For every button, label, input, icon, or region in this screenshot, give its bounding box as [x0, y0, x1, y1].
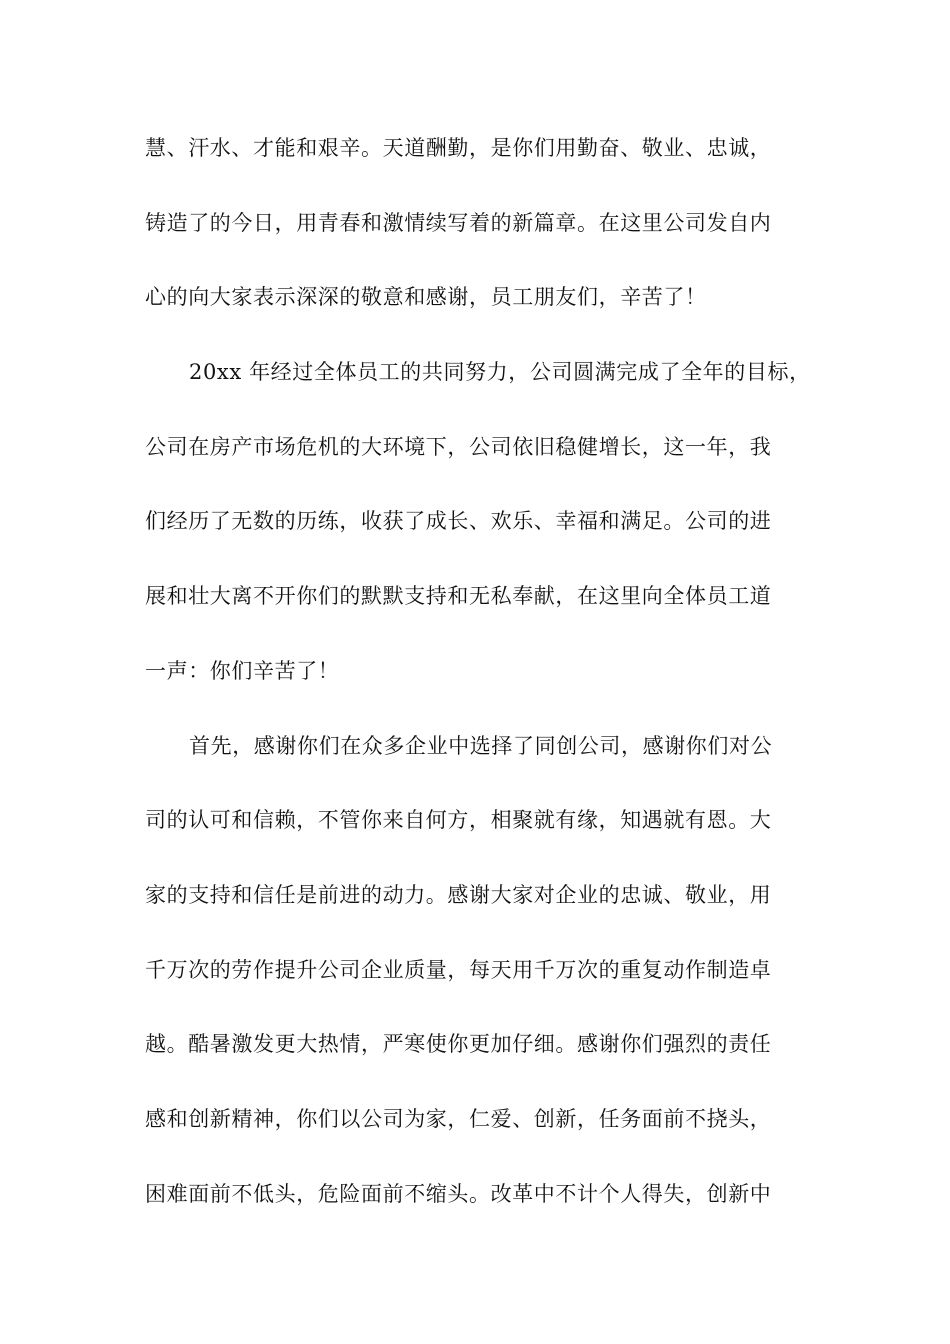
text-line: 一声：你们辛苦了！	[145, 658, 340, 683]
text-line: 慧、汗水、才能和艰辛。天道酬勤，是你们用勤奋、敬业、忠诚，	[145, 136, 772, 160]
text-line: 铸造了的今日，用青春和激情续写着的新篇章。在这里公司发自内	[145, 210, 772, 235]
text-line: 心的向大家表示深深的敬意和感谢，员工朋友们，辛苦了！	[145, 285, 707, 310]
text-line: 公司在房产市场危机的大环境下，公司依旧稳健增长，这一年，我	[145, 434, 772, 459]
text-line: 家的支持和信任是前进的动力。感谢大家对企业的忠诚、敬业，用	[145, 882, 772, 907]
paragraph-first-line: 20xx 年经过全体员工的共同努力，公司圆满完成了全年的目标，	[189, 360, 811, 385]
text-line: 展和壮大离不开你们的默默支持和无私奉献，在这里向全体员工道	[145, 584, 772, 609]
document-body	[145, 130, 815, 1250]
text-line: 越。酷暑激发更大热情，严寒使你更加仔细。感谢你们强烈的责任	[145, 1032, 772, 1057]
text-line: 司的认可和信赖，不管你来自何方，相聚就有缘，知遇就有恩。大	[145, 808, 772, 833]
text-line: 感和创新精神，你们以公司为家，仁爱、创新，任务面前不挠头，	[145, 1106, 772, 1131]
text-line: 们经历了无数的历练，收获了成长、欢乐、幸福和满足。公司的进	[145, 509, 772, 534]
text-line: 困难面前不低头，危险面前不缩头。改革中不计个人得失，创新中	[145, 1181, 772, 1206]
text-line: 千万次的劳作提升公司企业质量，每天用千万次的重复动作制造卓	[145, 957, 772, 982]
paragraph-first-line: 首先，感谢你们在众多企业中选择了同创公司，感谢你们对公	[189, 733, 773, 758]
